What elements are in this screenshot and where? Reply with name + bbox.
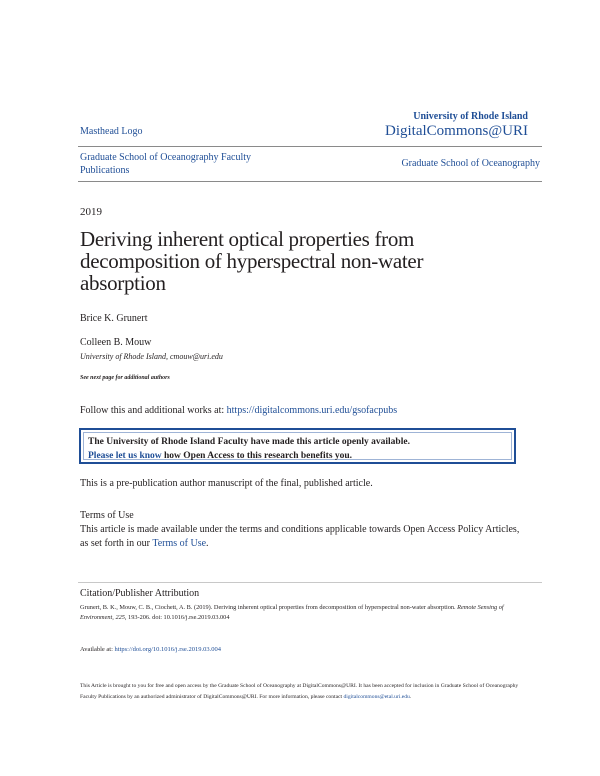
availability-label: Available at: <box>80 646 115 653</box>
follow-line <box>80 405 397 416</box>
open-access-notice <box>79 428 516 464</box>
additional-authors-note: See next page for additional authors <box>80 375 170 381</box>
citation-journal: Remote Sensing of Environment, 225 <box>80 604 504 621</box>
open-access-line2 <box>88 449 507 463</box>
publication-year: 2019 <box>80 206 102 218</box>
terms-text <box>80 523 520 551</box>
feedback-link[interactable]: Please let us know <box>88 451 162 461</box>
department-link[interactable]: Graduate School of Oceanography <box>401 158 540 169</box>
open-access-line1: The University of Rhode Island Faculty have made this article openly available. <box>88 437 410 447</box>
masthead-logo[interactable]: Masthead Logo <box>80 126 143 137</box>
citation-heading: Citation/Publisher Attribution <box>80 588 200 599</box>
citation-divider <box>78 582 542 583</box>
doi-link[interactable]: https://doi.org/10.1016/j.rse.2019.03.004 <box>114 646 221 653</box>
collection-link[interactable]: Graduate School of Oceanography Faculty Publications <box>80 152 252 176</box>
contact-email-link[interactable]: digitalcommons@etal.uri.edu <box>343 693 410 700</box>
follow-text: Follow this and additional works at: <box>80 405 227 416</box>
author-name: Colleen B. Mouw <box>80 337 152 348</box>
university-name[interactable]: University of Rhode Island <box>413 111 528 122</box>
terms-end: . <box>206 538 209 549</box>
prepub-note: This is a pre-publication author manuscript of the final, published article. <box>80 478 373 489</box>
availability-line <box>80 646 221 653</box>
author-affiliation: University of Rhode Island, cmouw@uri.edu <box>80 352 223 361</box>
open-access-line2-text: how Open Access to this research benefits you. <box>161 451 353 461</box>
footer-notice <box>80 681 520 702</box>
citation-text <box>80 603 520 623</box>
terms-heading: Terms of Use <box>80 510 134 521</box>
terms-body: This article is made available under the terms and conditions applicable towards Open Access Policy Articles, as set forth in our <box>80 524 520 549</box>
footer-body: This Article is brought to you for free and open access by the Graduate School of Oceanography at DigitalCommons@URI. It has been accepted for inclusion in Graduate School of Oceanography Faculty Publications by an authorized administrator of DigitalCommons@URI. For more information, please contact <box>80 683 519 700</box>
article-title: Deriving inherent optical properties from decomposition of hyperspectral non-water absorption <box>80 227 424 295</box>
citation-body: Grunert, B. K., Mouw, C. B., Ciochett, A. B. (2019). Deriving inherent optical properties from decomposition of hyperspectral non-water absorption. <box>80 604 458 611</box>
header-divider-top <box>78 146 542 147</box>
repository-name[interactable]: DigitalCommons@URI <box>385 123 528 139</box>
footer-end: . <box>409 693 412 700</box>
citation-details: , 193-206. doi: 10.1016/j.rse.2019.03.004 <box>124 614 230 621</box>
terms-link[interactable]: Terms of Use <box>152 538 207 549</box>
header-divider-bottom <box>78 181 542 182</box>
follow-link[interactable]: https://digitalcommons.uri.edu/gsofacpubs <box>226 405 398 416</box>
author-name: Brice K. Grunert <box>80 313 148 324</box>
